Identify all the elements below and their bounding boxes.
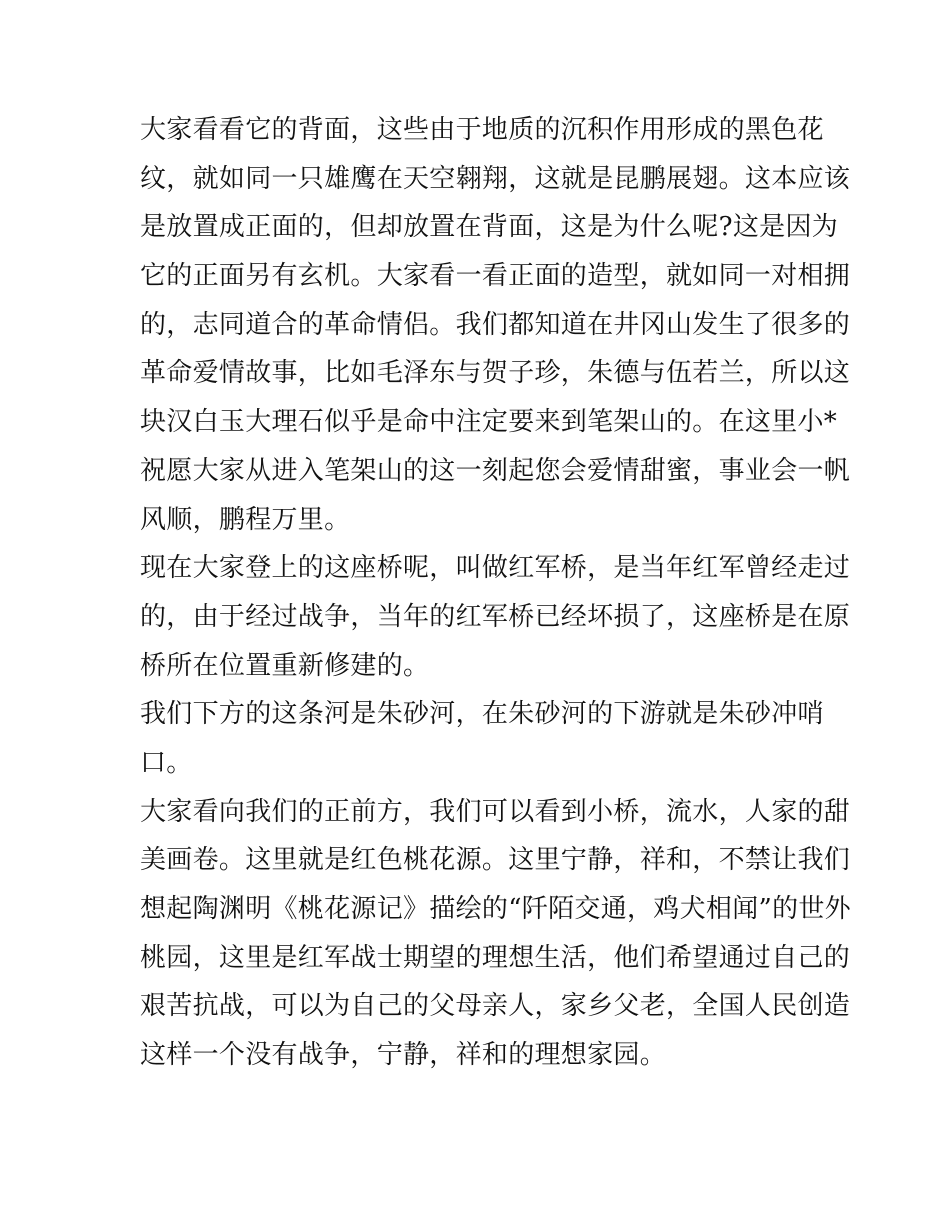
text-line-3: 是放置成正面的，但却放置在背面，这是为什么呢?这是因为 (140, 212, 839, 243)
text-line-12: 桥所在位置重新修建的。 (140, 650, 430, 681)
document-body (140, 106, 851, 1080)
text-line-4: 它的正面另有玄机。大家看一看正面的造型，就如同一对相拥 (140, 261, 851, 292)
text-line-9: 风顺，鹏程万里。 (140, 504, 351, 535)
text-line-13: 我们下方的这条河是朱砂河，在朱砂河的下游就是朱砂冲哨 (140, 699, 824, 730)
text-line-8: 祝愿大家从进入笔架山的这一刻起您会爱情甜蜜，事业会一帆 (140, 455, 851, 486)
text-line-16: 美画卷。这里就是红色桃花源。这里宁静，祥和，不禁让我们 (140, 845, 851, 876)
text-line-6: 革命爱情故事，比如毛泽东与贺子珍，朱德与伍若兰，所以这 (140, 358, 851, 389)
text-line-1: 大家看看它的背面，这些由于地质的沉积作用形成的黑色花 (140, 115, 824, 145)
text-line-15: 大家看向我们的正前方，我们可以看到小桥，流水，人家的甜 (140, 796, 851, 827)
text-line-14: 口。 (140, 747, 193, 778)
text-line-18: 桃园，这里是红军战士期望的理想生活，他们希望通过自己的 (140, 942, 851, 973)
text-line-19: 艰苦抗战，可以为自己的父母亲人，家乡父老，全国人民创造 (140, 991, 851, 1022)
text-line-10: 现在大家登上的这座桥呢，叫做红军桥，是当年红军曾经走过 (140, 553, 851, 584)
text-line-5: 的，志同道合的革命情侣。我们都知道在井冈山发生了很多的 (140, 309, 851, 340)
text-line-20: 这样一个没有战争，宁静，祥和的理想家园。 (140, 1040, 667, 1071)
text-line-2: 纹，就如同一只雄鹰在天空翱翔，这就是昆鹏展翅。这本应该 (140, 163, 851, 194)
text-line-7: 块汉白玉大理石似乎是命中注定要来到笔架山的。在这里小* (140, 407, 838, 438)
text-line-17: 想起陶渊明《桃花源记》描绘的“阡陌交通，鸡犬相闻”的世外 (140, 894, 851, 924)
text-line-11: 的，由于经过战争，当年的红军桥已经坏损了，这座桥是在原 (140, 601, 851, 632)
